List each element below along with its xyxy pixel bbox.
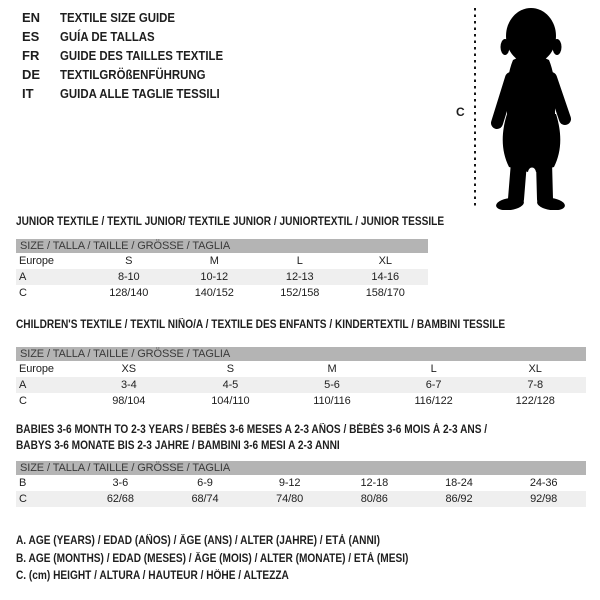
height-cell: 104/110	[211, 395, 250, 407]
language-row	[22, 27, 245, 46]
legend-notes	[16, 535, 462, 588]
language-code: FR	[22, 48, 40, 63]
age-cell: 6-9	[197, 477, 213, 489]
language-code: IT	[22, 86, 34, 101]
children-size-table	[16, 347, 586, 409]
age-cell: 4-5	[180, 377, 282, 393]
height-cell: 128/140	[109, 287, 149, 299]
language-title: TEXTILGRÖßENFÜHRUNG	[60, 67, 206, 82]
size-cell: XS	[121, 363, 137, 375]
babies-table-title-text2: BABYS 3-6 MONATE BIS 2-3 JAHRE / BAMBINI 3-6 MESI A 2-3 ANNI	[16, 440, 340, 452]
language-list	[22, 8, 245, 103]
size-header-label: SIZE / TALLA / TAILLE / GRÖSSE / TAGLIA	[16, 347, 586, 361]
age-cell: 3-6	[112, 477, 129, 489]
age-cell: 5-6	[281, 377, 383, 393]
language-code: EN	[22, 10, 41, 25]
table-row-height	[16, 285, 428, 301]
note-age-months	[16, 553, 462, 571]
height-cell: 158/170	[365, 287, 405, 299]
age-cell: 3-4	[78, 377, 180, 393]
height-figure	[455, 6, 590, 212]
note-height-cm-text: C. (cm) HEIGHT / ALTURA / HAUTEUR / HÖHE / ALTEZZA	[16, 570, 289, 582]
size-header-bar	[16, 461, 586, 475]
table-row-europe	[16, 361, 586, 377]
junior-size-table	[16, 239, 428, 301]
note-height-cm	[16, 570, 462, 588]
row-label: A	[16, 269, 86, 285]
language-code: ES	[22, 29, 40, 44]
table-row-age	[16, 269, 428, 285]
height-cell: 116/122	[414, 395, 453, 407]
language-title: GUÍA DE TALLAS	[60, 29, 155, 44]
age-cell: 12-13	[257, 269, 343, 285]
language-row	[22, 65, 245, 84]
height-cell: 80/86	[332, 491, 417, 507]
age-cell: 12-18	[360, 477, 389, 489]
height-cell: 140/152	[194, 287, 234, 299]
size-cell: XL	[378, 255, 392, 267]
size-cell: M	[209, 255, 219, 267]
note-age-years	[16, 535, 462, 553]
height-dashed-line	[474, 8, 476, 209]
row-label: Europe	[19, 255, 54, 267]
language-title: GUIDE DES TAILLES TEXTILE	[60, 48, 224, 63]
table-row-height	[16, 491, 586, 507]
language-title: GUIDA ALLE TAGLIE TESSILI	[60, 86, 220, 101]
height-cell: 74/80	[247, 491, 332, 507]
row-label: C	[19, 287, 27, 299]
note-age-months-text: B. AGE (MONTHS) / EDAD (MESES) / ÂGE (MOIS) / ALTER (MONATE) / ETÀ (MESI)	[16, 552, 409, 565]
children-table-title	[16, 319, 572, 331]
row-label: Europe	[19, 363, 54, 375]
age-cell: 18-24	[445, 477, 473, 489]
language-code: DE	[22, 67, 41, 82]
age-cell: 14-16	[343, 269, 429, 285]
size-header-bar	[16, 347, 586, 361]
age-cell: 8-10	[86, 269, 172, 285]
age-cell: 7-8	[484, 377, 586, 393]
row-label: C	[19, 395, 27, 407]
age-cell: 9-12	[278, 477, 301, 489]
row-label: C	[16, 491, 78, 507]
height-cell: 92/98	[501, 491, 586, 507]
height-cell: 62/68	[78, 491, 163, 507]
size-cell: S	[125, 255, 133, 267]
language-title: TEXTILE SIZE GUIDE	[60, 10, 176, 25]
junior-table-title-text: JUNIOR TEXTILE / TEXTIL JUNIOR/ TEXTILE JUNIOR / JUNIORTEXTIL / JUNIOR TESSILE	[16, 216, 445, 228]
row-label: A	[16, 377, 78, 393]
babies-table-title-text1: BABIES 3-6 MONTH TO 2-3 YEARS / BEBÉS 3-6 MESES A 2-3 AÑOS / BÉBÉS 3-6 MOIS À 2-3 ANS /	[16, 424, 488, 436]
age-cell: 24-36	[529, 477, 558, 489]
size-cell: L	[296, 255, 303, 267]
size-cell: M	[327, 363, 337, 375]
table-row-age	[16, 377, 586, 393]
height-measure-label: C	[456, 105, 465, 119]
table-row-age-months	[16, 475, 586, 491]
age-cell: 10-12	[172, 269, 258, 285]
table-row-europe	[16, 253, 428, 269]
size-cell: XL	[528, 363, 542, 375]
height-cell: 98/104	[112, 395, 146, 407]
size-cell: L	[430, 363, 437, 375]
junior-table-title	[16, 216, 502, 228]
language-row	[22, 46, 245, 65]
age-cell: 6-7	[383, 377, 485, 393]
size-header-bar	[16, 239, 428, 253]
height-cell: 122/128	[515, 395, 555, 407]
language-row	[22, 84, 245, 103]
height-cell: 152/158	[280, 287, 320, 299]
babies-table-title-line1	[16, 424, 551, 436]
table-row-height	[16, 393, 586, 409]
babies-table-title-line2	[16, 440, 384, 452]
babies-size-table	[16, 461, 586, 507]
note-age-years-text: A. AGE (YEARS) / EDAD (AÑOS) / ÂGE (ANS) / ALTER (JAHRE) / ETÀ (ANNI)	[16, 535, 380, 547]
size-header-label: SIZE / TALLA / TAILLE / GRÖSSE / TAGLIA	[16, 239, 428, 253]
height-cell: 110/116	[313, 395, 351, 407]
height-cell: 68/74	[163, 491, 248, 507]
toddler-silhouette-icon	[483, 6, 577, 210]
children-table-title-text: CHILDREN'S TEXTILE / TEXTIL NIÑO/A / TEXTILE DES ENFANTS / KINDERTEXTIL / BAMBINI TESSILE	[16, 319, 506, 331]
language-row	[22, 8, 245, 27]
size-header-label: SIZE / TALLA / TAILLE / GRÖSSE / TAGLIA	[16, 461, 586, 475]
size-cell: S	[226, 363, 235, 375]
height-cell: 86/92	[417, 491, 502, 507]
row-label: B	[19, 477, 27, 489]
